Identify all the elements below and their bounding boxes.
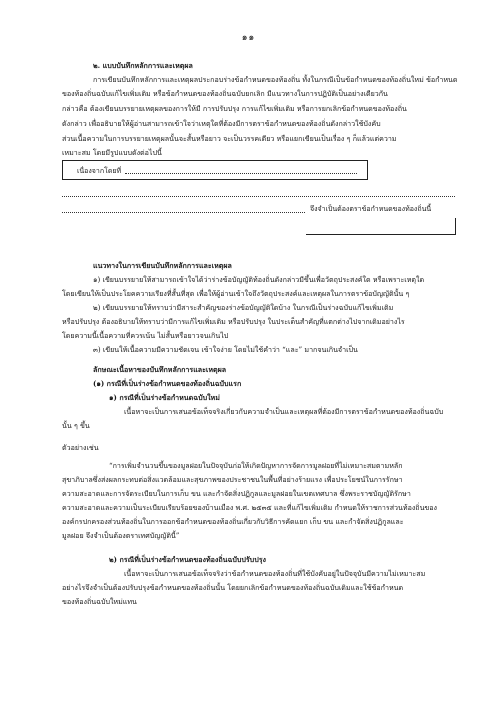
dotted-line <box>125 173 357 174</box>
dotted-line <box>62 196 455 197</box>
section-heading: ๒. แบบบันทึกหลักการและเหตุผล <box>93 61 193 70</box>
template-frame <box>62 160 368 180</box>
guideline-2-line-1: ๒) เขียนบรรยายให้ทราบว่ามีสาระสำคัญของร่างข้อบัญญัติใดบ้าง ในกรณีเป็นร่างฉบับแก้ไขเพิ่มเติม <box>93 303 394 312</box>
example-line-4: ความสะอาดและความเป็นระเบียบเรียบร้อยของบ้านเมือง พ.ศ. ๒๕๓๕ และที่แก้ไขเพิ่มเติม กำหนดให้ราชการส่วนท้องถิ่นของ <box>62 503 438 512</box>
example-line-5: องค์กรปกครองส่วนท้องถิ่นในการออกข้อกำหนดของท้องถิ่นเกี่ยวกับวิธีการคัดแยก เก็บ ขน และกำจัดสิ่งปฏิกูลและ <box>62 517 404 526</box>
case-b-text-line-2: อย่างไรจึงจำเป็นต้องปรับปรุงข้อกำหนดของท้องถิ่นนั้น โดยยกเลิกข้อกำหนดของท้องถิ่นฉบับเดิมและใช้ข้อกำหนด <box>62 583 404 592</box>
para1-line-4: ดังกล่าว เพื่ออธิบายให้ผู้อ่านสามารถเข้าใจว่าเหตุใดที่ต้องมีการตราข้อกำหนดของท้องถิ่นดังกล่าวใช้บังคับ <box>62 119 381 128</box>
case-b-text-line-1: เนื้อหาจะเป็นการเสนอข้อเท็จจริงว่าข้อกำหนดของท้องถิ่นที่ใช้บังคับอยู่ในปัจจุบันมีความไม่เหมาะสม <box>124 569 426 578</box>
case-a-text-line-1: เนื้อหาจะเป็นการเสนอข้อเท็จจริงเกี่ยวกับความจำเป็นและเหตุผลที่ต้องมีการตราข้อกำหนดของท้องถิ่นฉบับ <box>124 407 444 416</box>
page-number: ๑๑ <box>241 33 256 43</box>
para1-line-5: ส่วนเนื้อความในการบรรยายเหตุผลนั้นจะสั้นหรือยาว จะเป็นวรรคเดียว หรือแยกเขียนเป็นเรื่อง ๆ ก็แล้วแต่ความ <box>62 134 397 143</box>
example-line-3: ความสะอาดและการจัดระเบียบในการเก็บ ขน และกำจัดสิ่งปฏิกูลและมูลฝอยในเขตเทศบาล ซึ่งพระราชบัญญัติรักษา <box>62 489 411 498</box>
case-a-text-line-2: นั้น ๆ ขึ้น <box>62 421 90 430</box>
case-b-text-line-3: ของท้องถิ่นฉบับใหม่แทน <box>62 597 137 606</box>
case-a-heading: (๑) กรณีที่เป็นร่างข้อกำหนดของท้องถิ่นฉบับแรก <box>93 379 242 388</box>
guideline-2-line-2: หรือปรับปรุง ต้องอธิบายให้ทราบว่ามีการแก้ไขเพิ่มเติม หรือปรับปรุง ในประเด็นสำคัญที่แตกต่างไปจากเดิมอย่างไร <box>62 317 405 326</box>
guidelines-heading: แนวทางในการเขียนบันทึกหลักการและเหตุผล <box>93 261 232 270</box>
guideline-1-line-2: โดยเขียนให้เป็นประโยคความเรียงที่สั้นที่สุด เพื่อให้ผู้อ่านเข้าใจถึงวัตถุประสงค์และเหตุผลในการตราข้อบัญญัตินั้น ๆ <box>62 289 410 298</box>
frame-closing: จึงจำเป็นต้องตราข้อกำหนดของท้องถิ่นนี้ <box>310 205 432 213</box>
case-a-subheading: ๑) กรณีที่เป็นร่างข้อกำหนดฉบับใหม่ <box>109 393 220 402</box>
para1-line-6: เหมาะสม โดยมีรูปแบบดังต่อไปนี้ <box>62 148 162 157</box>
frame-label: เนื่องจากโดยที่ <box>77 167 122 175</box>
para1-line-1: การเขียนบันทึกหลักการและเหตุผลประกอบร่างข้อกำหนดของท้องถิ่น ทั้งในกรณีเป็นข้อกำหนดของท้องถิ่นใหม่ ข้อกำหนด <box>93 75 458 84</box>
content-heading: ลักษณะเนื้อหาของบันทึกหลักการและเหตุผล <box>93 365 227 374</box>
example-line-6: มูลฝอย จึงจำเป็นต้องตราเทศบัญญัตินี้” <box>62 531 180 540</box>
closing-frame <box>306 218 456 235</box>
example-line-2: สุขาภิบาลซึ่งส่งผลกระทบต่อสิ่งแวดล้อมและสุขภาพของประชาชนในพื้นที่อย่างร้ายแรง เพื่อประโยชน์ในการรักษา <box>62 475 403 484</box>
guideline-1-line-1: ๑) เขียนบรรยายให้สามารถเข้าใจได้ว่าร่างข้อบัญญัติท้องถิ่นดังกล่าวมีขึ้นเพื่อวัตถุประสงค์ใด หรือเพราะเหตุใด <box>93 275 425 284</box>
guideline-2-line-3: โดยความนี้เนื้อความที่ควรเน้น ไม่สั้นหรือยาวจนเกินไป <box>62 331 229 340</box>
para1-line-2: ของท้องถิ่นฉบับแก้ไขเพิ่มเติม หรือข้อกำหนดของท้องถิ่นฉบับยกเลิก มีแนวทางในการปฏิบัติเป็นอย่างเดียวกัน <box>62 89 388 98</box>
para1-line-3: กล่าวคือ ต้องเขียนบรรยายเหตุผลของการให้มี การปรับปรุง การแก้ไขเพิ่มเติม หรือการยกเลิกข้อกำหนดของท้องถิ่น <box>62 104 407 113</box>
template-continuation <box>62 190 455 236</box>
case-b-subheading: ๒) กรณีที่เป็นร่างข้อกำหนดของท้องถิ่นฉบับปรับปรุง <box>109 555 266 564</box>
dotted-line <box>62 212 305 213</box>
example-line-1: “การเพิ่มจำนวนขึ้นของมูลฝอยในปัจจุบันก่อให้เกิดปัญหาการจัดการมูลฝอยที่ไม่เหมาะสมตามหลัก <box>109 461 403 470</box>
example-label: ตัวอย่างเช่น <box>62 443 99 452</box>
guideline-3: ๓) เขียนให้เนื้อความมีความชัดเจน เข้าใจง่าย โดยไม่ใช้คำว่า “และ” มากจนเกินจำเป็น <box>93 345 358 354</box>
